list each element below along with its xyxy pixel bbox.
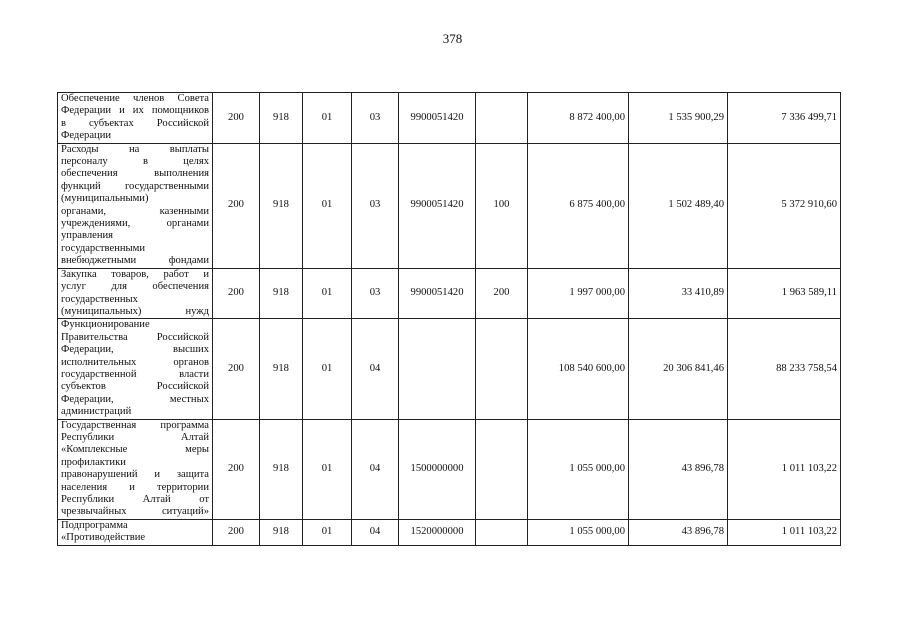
name-line: Государственная программа <box>61 419 209 431</box>
cell-plan: 8 872 400,00 <box>528 93 629 144</box>
cell-fact: 33 410,89 <box>629 268 728 319</box>
cell-plan: 6 875 400,00 <box>528 143 629 268</box>
cell-rest: 1 011 103,22 <box>728 519 841 545</box>
budget-table <box>57 92 841 546</box>
name-line: Подпрограмма <box>61 519 128 531</box>
cell-ved: 918 <box>260 143 303 268</box>
name-line: «Противодействие <box>61 532 146 544</box>
cell-vr <box>476 519 528 545</box>
table-row <box>58 319 841 419</box>
name-line: государственной власти <box>61 368 209 380</box>
cell-vr: 200 <box>476 268 528 319</box>
name-line: Расходы на выплаты <box>61 143 209 155</box>
name-line: Федерации, высших <box>61 344 209 356</box>
cell-name <box>58 419 213 519</box>
cell-csr <box>399 319 476 419</box>
name-line: учреждениями, органами <box>61 218 209 230</box>
name-line: внебюджетными фондами <box>61 255 209 267</box>
cell-ved: 918 <box>260 268 303 319</box>
cell-name <box>58 519 213 545</box>
cell-plan: 1 055 000,00 <box>528 419 629 519</box>
cell-plan: 108 540 600,00 <box>528 319 629 419</box>
cell-pr: 04 <box>352 519 399 545</box>
name-line: администраций <box>61 406 132 418</box>
name-line: Федерации, местных <box>61 393 209 405</box>
name-line: (муниципальных) нужд <box>61 305 209 317</box>
name-line: Правительства Российской <box>61 331 209 343</box>
cell-rest: 1 011 103,22 <box>728 419 841 519</box>
cell-pr: 03 <box>352 143 399 268</box>
name-line: Республики Алтай <box>61 431 209 443</box>
table-row <box>58 143 841 268</box>
name-line: населения и территории <box>61 481 209 493</box>
name-line: государственными <box>61 242 146 254</box>
cell-rest: 1 963 589,11 <box>728 268 841 319</box>
cell-gr: 200 <box>213 93 260 144</box>
name-line: управления <box>61 230 114 242</box>
cell-name <box>58 268 213 319</box>
name-line: Федерации <box>61 130 112 142</box>
cell-name <box>58 319 213 419</box>
cell-gr: 200 <box>213 268 260 319</box>
table-row <box>58 419 841 519</box>
name-line: функций государственными <box>61 180 209 192</box>
cell-pr: 03 <box>352 268 399 319</box>
cell-rz: 01 <box>303 319 352 419</box>
name-line: обеспечения выполнения <box>61 168 209 180</box>
table-row <box>58 93 841 144</box>
table-row <box>58 519 841 545</box>
name-line: Закупка товаров, работ и <box>61 268 209 280</box>
cell-fact: 1 502 489,40 <box>629 143 728 268</box>
cell-ved: 918 <box>260 319 303 419</box>
name-line: «Комплексные меры <box>61 444 209 456</box>
cell-rest: 5 372 910,60 <box>728 143 841 268</box>
name-line: исполнительных органов <box>61 356 209 368</box>
name-line: (муниципальными) <box>61 193 149 205</box>
name-line: Республики Алтай от <box>61 494 209 505</box>
cell-csr: 9900051420 <box>399 268 476 319</box>
cell-gr: 200 <box>213 319 260 419</box>
cell-pr: 03 <box>352 93 399 144</box>
name-line: персоналу в целях <box>61 156 209 168</box>
cell-fact: 43 896,78 <box>629 419 728 519</box>
cell-name <box>58 143 213 268</box>
cell-vr: 100 <box>476 143 528 268</box>
name-line: правонарушений и защита <box>61 469 209 481</box>
cell-vr <box>476 319 528 419</box>
name-line: в субъектах Российской <box>61 117 209 129</box>
cell-rz: 01 <box>303 93 352 144</box>
name-line: субъектов Российской <box>61 381 209 393</box>
name-line: профилактики <box>61 456 126 468</box>
cell-plan: 1 055 000,00 <box>528 519 629 545</box>
name-line: чрезвычайных ситуаций» <box>61 506 209 518</box>
cell-csr: 9900051420 <box>399 143 476 268</box>
name-line: органами, казенными <box>61 205 209 217</box>
cell-fact: 1 535 900,29 <box>629 93 728 144</box>
name-line: Обеспечение членов Совета <box>61 93 209 104</box>
cell-rest: 88 233 758,54 <box>728 319 841 419</box>
table-body <box>58 93 841 546</box>
cell-csr: 9900051420 <box>399 93 476 144</box>
cell-pr: 04 <box>352 419 399 519</box>
cell-gr: 200 <box>213 519 260 545</box>
cell-plan: 1 997 000,00 <box>528 268 629 319</box>
cell-vr <box>476 419 528 519</box>
cell-rz: 01 <box>303 419 352 519</box>
cell-pr: 04 <box>352 319 399 419</box>
name-line: Федерации и их помощников <box>61 105 209 117</box>
cell-vr <box>476 93 528 144</box>
cell-rz: 01 <box>303 143 352 268</box>
page-number: 378 <box>442 31 463 46</box>
cell-fact: 43 896,78 <box>629 519 728 545</box>
cell-ved: 918 <box>260 419 303 519</box>
cell-rest: 7 336 499,71 <box>728 93 841 144</box>
cell-gr: 200 <box>213 419 260 519</box>
name-line: услуг для обеспечения <box>61 281 209 293</box>
cell-ved: 918 <box>260 519 303 545</box>
cell-csr: 1500000000 <box>399 419 476 519</box>
cell-gr: 200 <box>213 143 260 268</box>
table-row <box>58 268 841 319</box>
cell-name <box>58 93 213 144</box>
cell-rz: 01 <box>303 268 352 319</box>
cell-fact: 20 306 841,46 <box>629 319 728 419</box>
name-line: Функционирование <box>61 319 150 331</box>
cell-ved: 918 <box>260 93 303 144</box>
name-line: государственных <box>61 293 138 305</box>
cell-rz: 01 <box>303 519 352 545</box>
cell-csr: 1520000000 <box>399 519 476 545</box>
